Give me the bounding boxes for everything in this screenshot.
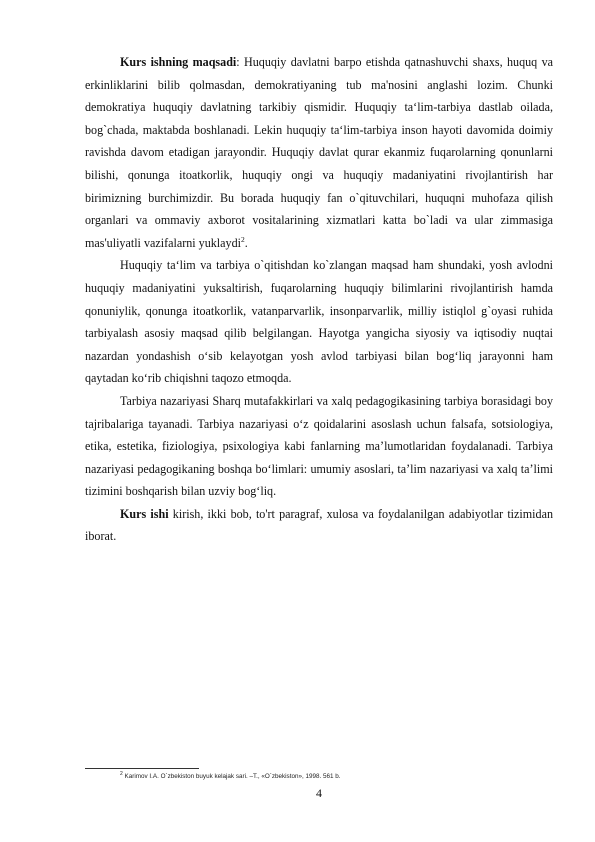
paragraph-goal [85,51,553,254]
footnote-number: 2 [120,770,123,777]
footnote-divider [85,768,199,769]
page-number: 4 [316,786,322,800]
paragraph-theory [85,390,553,503]
paragraph-structure [85,503,553,548]
paragraph-text: kirish, ikki bob, to'rt paragraf, xulosa va foydalanilgan adabiyotlar tizimidan iborat. [85,506,553,544]
paragraph-text: Tarbiya nazariyasi Sharq mutafakkirlari va xalq pedagogikasining tarbiya borasidagi boy tajribalariga tayanadi. Tarbiya nazariyasi o‘z qoidalarini asoslash uchun falsafa, sotsiologiya, etika, estetika, fiziologiya, psixologiya kabi fanlarning ma’lumotlaridan foydalanadi. Tarbiya nazariyasi pedagogikaning boshqa bo‘limlari: umumiy asoslari, ta’lim nazariyasi va xalq ta’limi tizimini boshqarish bilan uzviy bog‘liq. [85,393,553,499]
body-text [85,51,553,548]
footnote [120,772,340,781]
paragraph-lead: Kurs ishning maqsadi [120,55,237,69]
paragraph-tail: . [244,235,248,250]
paragraph-text: Huquqiy ta‘lim va tarbiya o`qitishdan ko`zlangan maqsad ham shundaki, yosh avlodni huquqiy madaniyatini yuksaltirish, fuqarolarning huquqiy bilimlarini rivojlantirish hamda qonuniylik, qonunga itoatkorlik, vatanparvarlik, insonparvarlik, milliy istiqlol g`oyasi ruhida tarbiyalash asosiy maqsad qilib belgilangan. Hayotga yangicha siyosiy va iqtisodiy nuqtai nazardan yondashish o‘sib kelayotgan yosh avlod tarbiyasi bilan bog‘liq jarayonni ham qaytadan ko‘rib chiqishni taqozo etmoqda. [85,258,553,386]
footnote-text: Karimov I.A. O`zbekiston buyuk kelajak sari. –T., «O`zbekiston», 1998. 561 b. [122,773,341,780]
footnote-reference[interactable]: 2 [241,234,245,244]
paragraph-text: : Huquqiy davlatni barpo etishda qatnashuvchi shaxs, huquq va erkinliklarini bilib qolmasdan, demokratiyaning tub ma'nosini anglashi lozim. Chunki demokratiya huquqiy davlatning tarkibiy qismidir. Huquqiy ta‘lim-tarbiya dastlab oilada, bog`chada, maktabda boshlanadi. Lekin huquqiy ta‘lim-tarbiya inson hayoti davomida doimiy ravishda davom etadigan jarayondir. Huquqiy davlat qurar ekanmiz fuqarolarning qonunlarni bilishi, qonunga itoatkorlik, huquqiy ongi va huquqiy madaniyatini rivojlantirish har birimizning burchimizdir. Bu borada huquqiy fan o`qituvchilari, huquqni muhofaza qilish organlari va ommaviy axborot vositalarining xizmatlari katta bo`ladi va ular zimmasiga mas'uliyatli vazifalarni yuklaydi [85,55,554,250]
paragraph-lead: Kurs ishi [120,506,169,521]
paragraph-education [85,254,553,390]
